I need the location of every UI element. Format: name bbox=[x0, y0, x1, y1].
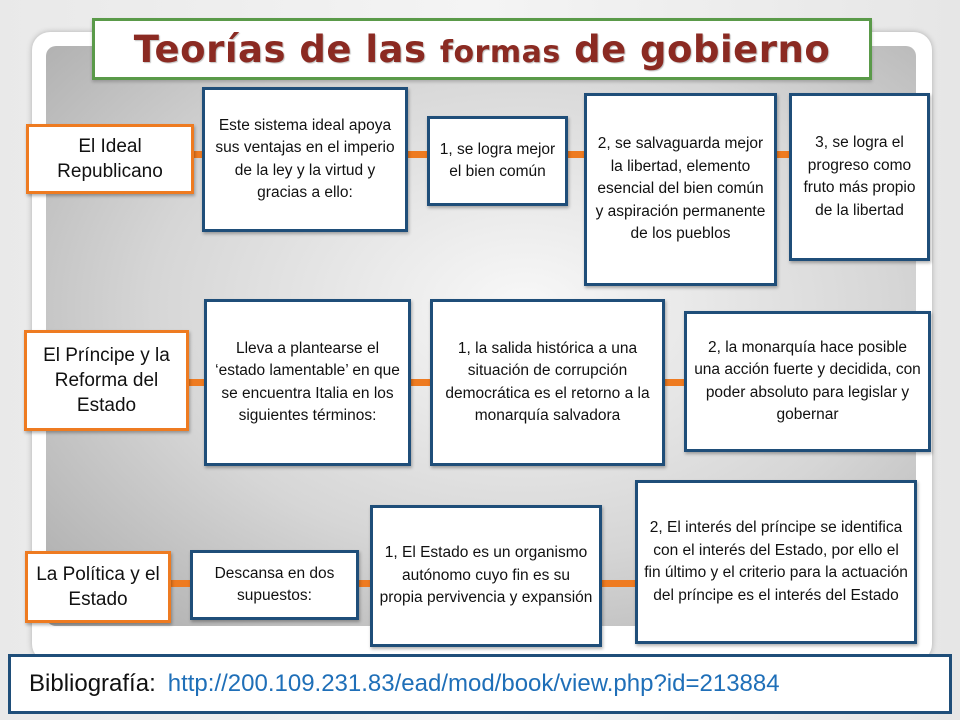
node-politica-supuestos bbox=[190, 550, 359, 620]
node-text: 3, se logra el progreso como fruto más propio de la libertad bbox=[803, 134, 916, 219]
node-text: Este sistema ideal apoya sus ventajas en el imperio de la ley y la virtud y gracias a ello: bbox=[215, 116, 395, 201]
row-label-text: El Ideal Republicano bbox=[57, 136, 163, 182]
node-ideal-republicano-2 bbox=[584, 93, 777, 286]
node-text: 2, se salvaguarda mejor la libertad, elemento esencial del bien común y aspiración permanente de los pueblos bbox=[595, 135, 766, 243]
title-part-2: formas bbox=[439, 34, 561, 70]
node-text: 2, El interés del príncipe se identifica con el interés del Estado, por ello el fin último y el criterio para la actuación del príncipe es el interés del Estado bbox=[644, 519, 908, 604]
node-principe-2 bbox=[684, 311, 931, 452]
node-politica-2 bbox=[635, 480, 917, 644]
title-box bbox=[92, 18, 872, 80]
connector bbox=[601, 580, 637, 587]
row-label-text: La Política y el Estado bbox=[36, 564, 160, 610]
node-ideal-republicano-1 bbox=[427, 116, 568, 206]
bibliography-bar bbox=[8, 654, 952, 714]
node-principe-1 bbox=[430, 299, 665, 466]
connector bbox=[408, 151, 428, 158]
row-label-text: El Príncipe y la Reforma del Estado bbox=[43, 345, 170, 416]
bibliography-label: Bibliografía: bbox=[29, 670, 156, 697]
connector bbox=[664, 379, 686, 386]
node-politica-1 bbox=[370, 505, 602, 647]
node-principe-plantearse bbox=[204, 299, 411, 466]
row-label-politica-estado bbox=[25, 551, 171, 623]
connector bbox=[170, 580, 192, 587]
node-text: 2, la monarquía hace posible una acción fuerte y decidida, con poder absoluto para legislar y gobernar bbox=[694, 338, 921, 423]
title-part-1: Teorías de las bbox=[133, 27, 440, 71]
node-text: 1, la salida histórica a una situación de corrupción democrática es el retorno a la monarquía salvadora bbox=[445, 339, 650, 424]
page-title bbox=[134, 28, 831, 71]
row-label-ideal-republicano bbox=[26, 124, 194, 194]
connector bbox=[410, 379, 432, 386]
node-ideal-republicano-3 bbox=[789, 93, 930, 261]
node-text: 1, se logra mejor el bien común bbox=[439, 140, 556, 180]
node-text: Descansa en dos supuestos: bbox=[214, 564, 335, 604]
row-label-principe-reforma bbox=[24, 330, 189, 431]
node-text: Lleva a plantearse el ‘estado lamentable’ en que se encuentra Italia en los siguientes términos: bbox=[215, 339, 400, 424]
node-ideal-republicano-sistema bbox=[202, 87, 408, 232]
title-part-3: de gobierno bbox=[560, 27, 831, 71]
node-text: 1, El Estado es un organismo autónomo cuyo fin es su propia pervivencia y expansión bbox=[379, 544, 593, 607]
bibliography-link[interactable]: http://200.109.231.83/ead/mod/book/view.php?id=213884 bbox=[167, 670, 780, 697]
